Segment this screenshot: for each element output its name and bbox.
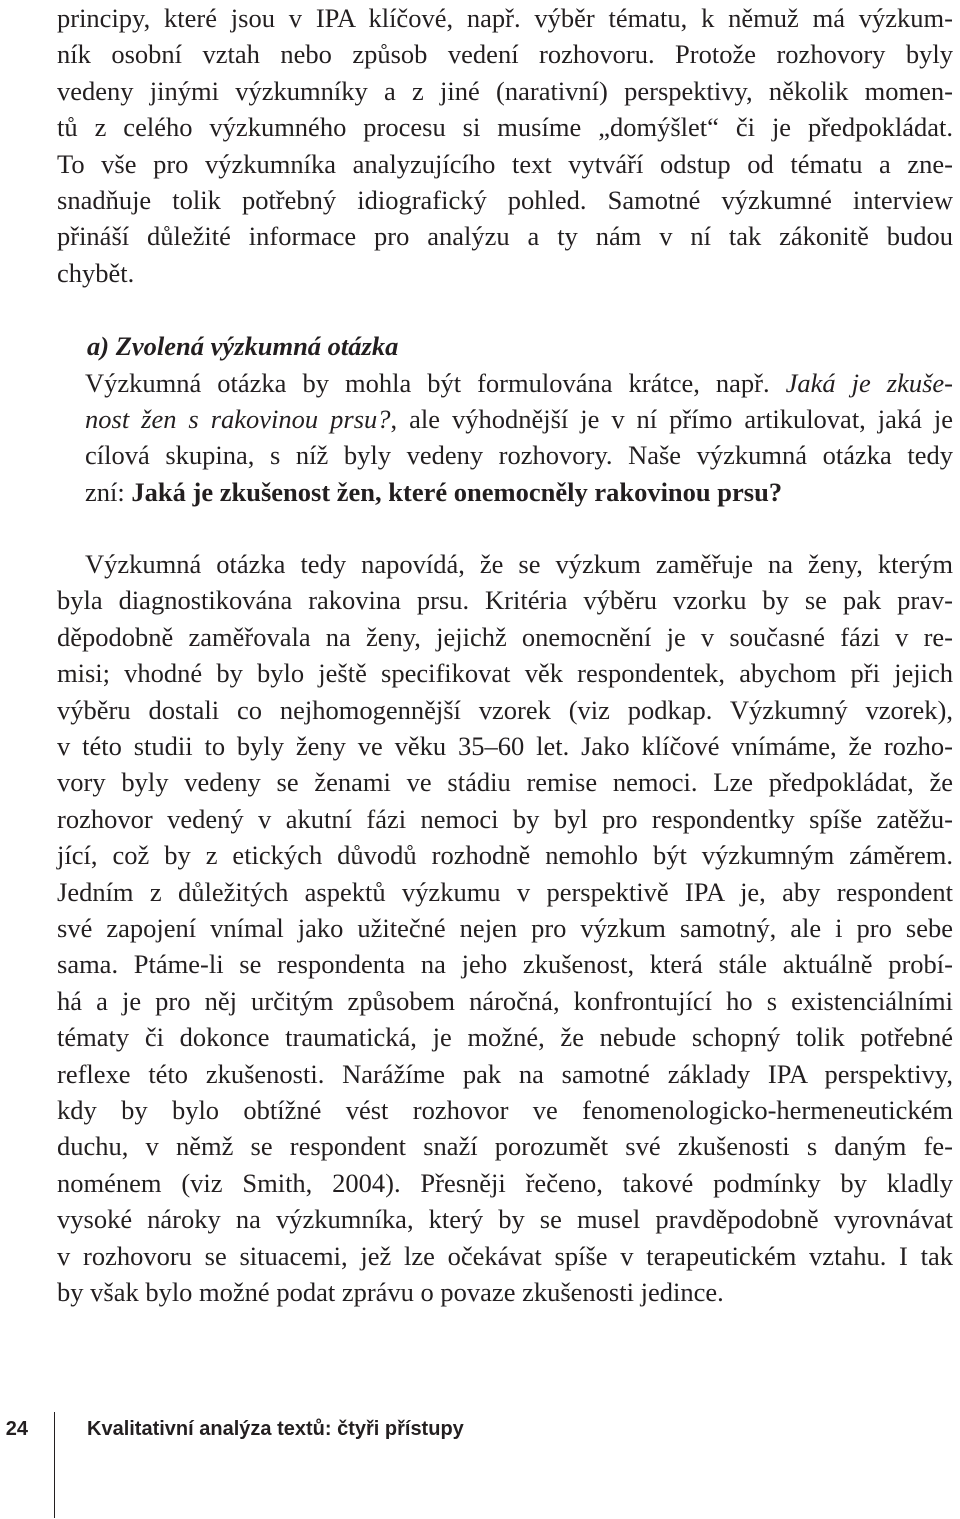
research-question-block: [85, 365, 953, 511]
text-line: kdy by bylo obtížné vést rozhovor ve fenomenologicko-hermeneutickém: [57, 1094, 953, 1125]
footer-divider: [54, 1412, 55, 1518]
text-line: snadňuje tolik potřebný idiografický pohled. Samotné výzkumné interview: [57, 184, 953, 215]
text-line: sama. Ptáme-li se respondenta na jeho zkušenost, která stále aktuálně probí-: [57, 949, 953, 980]
text-line: Výzkumná otázka tedy napovídá, že se výzkum zaměřuje na ženy, kterým: [85, 549, 953, 580]
section-heading: a) Zvolená výzkumná otázka: [87, 331, 399, 362]
text-line: jící, což by z etických důvodů rozhodně nemohlo být výzkumným záměrem.: [57, 840, 953, 871]
text-line: chybět.: [57, 257, 135, 288]
text-line: děpodobně zaměřovala na ženy, jejichž onemocnění je v současné fázi v re-: [57, 621, 953, 652]
text-line: v rozhovoru se situacemi, jež lze očekávat spíše v terapeutickém vztahu. I tak: [57, 1240, 953, 1271]
text-line: by však bylo možné podat zprávu o povaze zkušenosti jedince.: [57, 1276, 724, 1307]
text-line: vedeny jinými výzkumníky a z jiné (narativní) perspektivy, několik momen-: [57, 75, 953, 106]
text-line: [85, 401, 953, 437]
text-line: vysoké nároky na výzkumníka, který by se musel pravděpodobně vyrovnávat: [57, 1204, 953, 1235]
text-line: reflexe této zkušenosti. Narážíme pak na samotné základy IPA perspektivy,: [57, 1058, 953, 1089]
text-line: noménem (viz Smith, 2004). Přesněji řečeno, takové podmínky by kladly: [57, 1167, 953, 1198]
text-line: [85, 365, 953, 401]
text-line: [85, 474, 953, 510]
italic-question-part: nost žen s rakovinou prsu?: [85, 403, 391, 434]
text-line: své zapojení vnímal jako užitečné nejen pro výzkum samotný, ale i pro sebe: [57, 913, 953, 943]
page-body: [57, 0, 953, 1310]
text-line: vory byly vedeny se ženami ve stádiu remise nemoci. Lze předpokládat, že: [57, 767, 953, 798]
text-line: misi; vhodné by bylo ještě specifikovat věk respondentek, abychom při jejich: [57, 658, 953, 689]
page-number: 24: [5, 1418, 28, 1440]
paragraph-2: [57, 546, 953, 1310]
text-run: , ale výhodnější je v ní přímo artikulovat, jaká je: [390, 403, 953, 434]
text-line: Jedním z důležitých aspektů výzkumu v perspektivě IPA je, aby respondent: [57, 876, 953, 907]
text-line: cílová skupina, s níž byly vedeny rozhovory. Naše výzkumná otázka tedy: [85, 440, 953, 471]
text-line: byla diagnostikována rakovina prsu. Kritéria výběru vzorku by se pak prav-: [57, 585, 953, 616]
text-line: výběru dostali co nejhomogennější vzorek (viz podkap. Výzkumný vzorek),: [57, 694, 953, 725]
text-run: zní:: [85, 476, 125, 507]
text-run: Výzkumná otázka by mohla být formulována krátce, např.: [85, 367, 770, 398]
page-footer: [0, 1408, 960, 1518]
italic-question-part: Jaká je zkuše-: [785, 367, 954, 398]
text-line: há a je pro něj určitým způsobem náročná, konfrontující ho s existenciálními: [57, 985, 953, 1016]
bold-research-question: Jaká je zkušenost žen, které onemocněly rakovinou prsu?: [131, 476, 783, 507]
text-line: duchu, v němž se respondent snaží porozumět své zkušenosti s daným fe-: [57, 1131, 953, 1162]
text-line: ník osobní vztah nebo způsob vedení rozhovoru. Protože rozhovory byly: [57, 39, 953, 70]
text-line: v této studii to byly ženy ve věku 35–60 let. Jako klíčové vnímáme, že rozho-: [57, 731, 953, 762]
running-title: Kvalitativní analýza textů: čtyři přístupy: [87, 1418, 464, 1440]
text-line: tématy či dokonce traumatická, je možné, že nebude schopný tolik potřebné: [57, 1022, 953, 1053]
text-line: To vše pro výzkumníka analyzujícího text vytváří odstup od tématu a zne-: [57, 148, 953, 179]
text-line: přináší důležité informace pro analýzu a ty nám v ní tak zákonitě budou: [57, 221, 953, 252]
text-line: tů z celého výzkumného procesu si musíme „domýšlet“ či je předpokládat.: [57, 112, 953, 143]
paragraph-1: [57, 0, 953, 291]
text-line: rozhovor vedený v akutní fázi nemoci by byl pro respondentky spíše zatěžu-: [57, 803, 953, 834]
text-line: principy, které jsou v IPA klíčové, např. výběr tématu, k němuž má výzkum-: [57, 3, 953, 33]
